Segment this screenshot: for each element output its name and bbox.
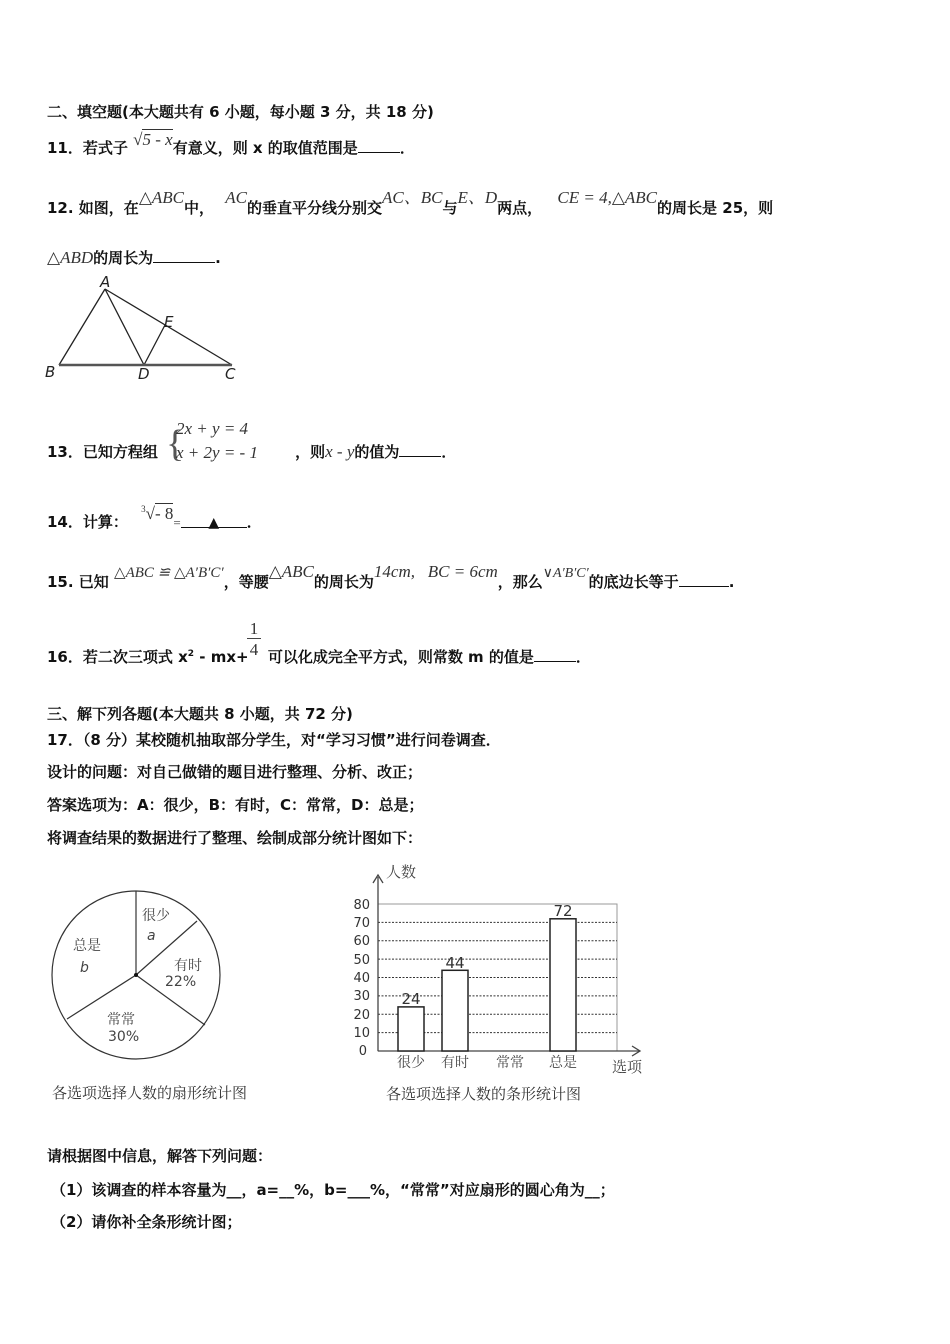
pie-value-sometimes: 22% (165, 974, 197, 990)
vertex-label-d: D (138, 365, 150, 383)
pie-label-always: 总是 (73, 938, 101, 954)
answer-blank[interactable] (534, 647, 576, 662)
pie-chart (40, 880, 310, 1110)
vertex-label-b: B (45, 363, 56, 381)
question-17-intro: 17．（8 分）某校随机抽取部分学生，对“学习习惯”进行问卷调查． (47, 731, 501, 749)
question-14: 14．计算： $^3$√- 8= ▲ ． (47, 504, 262, 531)
question-16: 16．若二次三项式 $x^2 - mx+$ 可以化成完全平方式，则常数 m 的值是 ． (47, 648, 591, 666)
x-category-rarely: 很少 (397, 1055, 425, 1071)
bar-value-rarely: 24 (401, 990, 421, 1008)
equation-1: 2x + y = 4 (176, 419, 249, 438)
pie-label-rarely: 很少 (142, 908, 170, 924)
sqrt-expression: √5 - x (133, 130, 173, 149)
equation-2: x + 2y = - 1 (176, 443, 258, 462)
question-number: 11． (47, 139, 83, 157)
segment-ab (59, 289, 105, 365)
pie-value-rarely: a (147, 928, 156, 944)
y-tick: 50 (353, 953, 370, 968)
question-number: 14． (47, 513, 83, 531)
vertex-label-e: E (164, 313, 174, 331)
y-tick: 80 (353, 898, 370, 913)
x-category-always: 总是 (549, 1055, 577, 1071)
question-13: 13．已知方程组 ，则x - y的值为 ． (47, 442, 457, 461)
question-12: 12. 如图，在△ABC中， AC的垂直平分线分别交AC、BC与E、D两点， CE = 4,△ABC的周长是 25，则 (47, 188, 774, 217)
answer-blank[interactable] (358, 138, 400, 153)
question-number: 16． (47, 648, 83, 666)
fraction-one-quarter: 1 4 (247, 620, 261, 661)
question-17-process: 将调查结果的数据进行了整理、绘制成部分统计图如下： (47, 829, 423, 847)
y-tick: 30 (353, 989, 370, 1004)
question-number: 12. (47, 199, 79, 217)
bar-rarely (398, 1007, 424, 1051)
pie-center (134, 973, 138, 977)
bar-always (550, 919, 576, 1051)
x-category-often: 常常 (496, 1055, 524, 1071)
brace-icon: { (166, 423, 185, 465)
bar-sometimes (442, 970, 468, 1051)
section-heading-fill-in: 二、填空题(本大题共有 6 小题，每小题 3 分，共 18 分) (47, 103, 434, 121)
question-12-continued: △ABD的周长为 . (47, 248, 221, 267)
answer-blank[interactable] (679, 572, 729, 587)
equation-system (176, 417, 258, 465)
question-17-part-2: （2）请你补全条形统计图； (51, 1213, 242, 1231)
pie-value-always: b (80, 960, 89, 976)
triangle-figure (40, 275, 260, 385)
x-category-sometimes: 有时 (441, 1055, 469, 1071)
y-tick: 70 (353, 916, 370, 931)
question-15: 15. 已知 △ABC ≌ △A′B′C′，等腰△ABC的周长为14cm, BC = 6cm，那么∨A′B′C′的底边长等于 . (47, 562, 735, 591)
radical-sign-icon: √ (145, 504, 155, 523)
pie-chart-title: 各选项选择人数的扇形统计图 (52, 1084, 248, 1102)
question-17-prompt: 请根据图中信息，解答下列问题： (47, 1147, 273, 1165)
y-tick: 60 (353, 934, 370, 949)
y-tick: 0 (358, 1044, 367, 1059)
question-number: 13． (47, 443, 83, 461)
y-tick: 10 (353, 1026, 370, 1041)
question-17-design: 设计的问题：对自己做错的题目进行整理、分析、改正； (47, 763, 423, 781)
cube-root-expression: $^3$√- 8 (141, 504, 174, 523)
answer-blank[interactable]: ▲ (181, 513, 247, 528)
question-17-options: 答案选项为：A：很少，B：有时，C：常常，D：总是； (47, 796, 424, 814)
segment-de (144, 325, 165, 365)
vertex-label-a: A (100, 275, 111, 291)
pie-label-sometimes: 有时 (174, 958, 202, 974)
question-number: 15. (47, 573, 79, 591)
radical-sign-icon: √ (133, 130, 143, 149)
x-axis-label: 选项 (612, 1058, 643, 1076)
question-11: 11．若式子 √5 - x有意义，则 x 的取值范围是 ． (47, 130, 415, 157)
bar-chart-title: 各选项选择人数的条形统计图 (386, 1085, 582, 1103)
bar-value-sometimes: 44 (445, 954, 465, 972)
section-heading-solve: 三、解下列各题(本大题共 8 小题，共 72 分) (47, 705, 353, 723)
pie-value-often: 30% (108, 1029, 140, 1045)
question-17-part-1: （1）该调查的样本容量为__，a=__%，b=___%，“常常”对应扇形的圆心角为__； (51, 1181, 615, 1199)
y-tick: 40 (353, 971, 370, 986)
bar-value-always: 72 (553, 902, 573, 920)
vertex-label-c: C (225, 365, 236, 383)
pie-label-often: 常常 (107, 1012, 135, 1028)
answer-blank[interactable] (153, 248, 215, 263)
answer-blank[interactable] (399, 442, 441, 457)
y-axis-label: 人数 (386, 863, 417, 881)
y-tick: 20 (353, 1008, 370, 1023)
bar-chart (340, 855, 660, 1110)
